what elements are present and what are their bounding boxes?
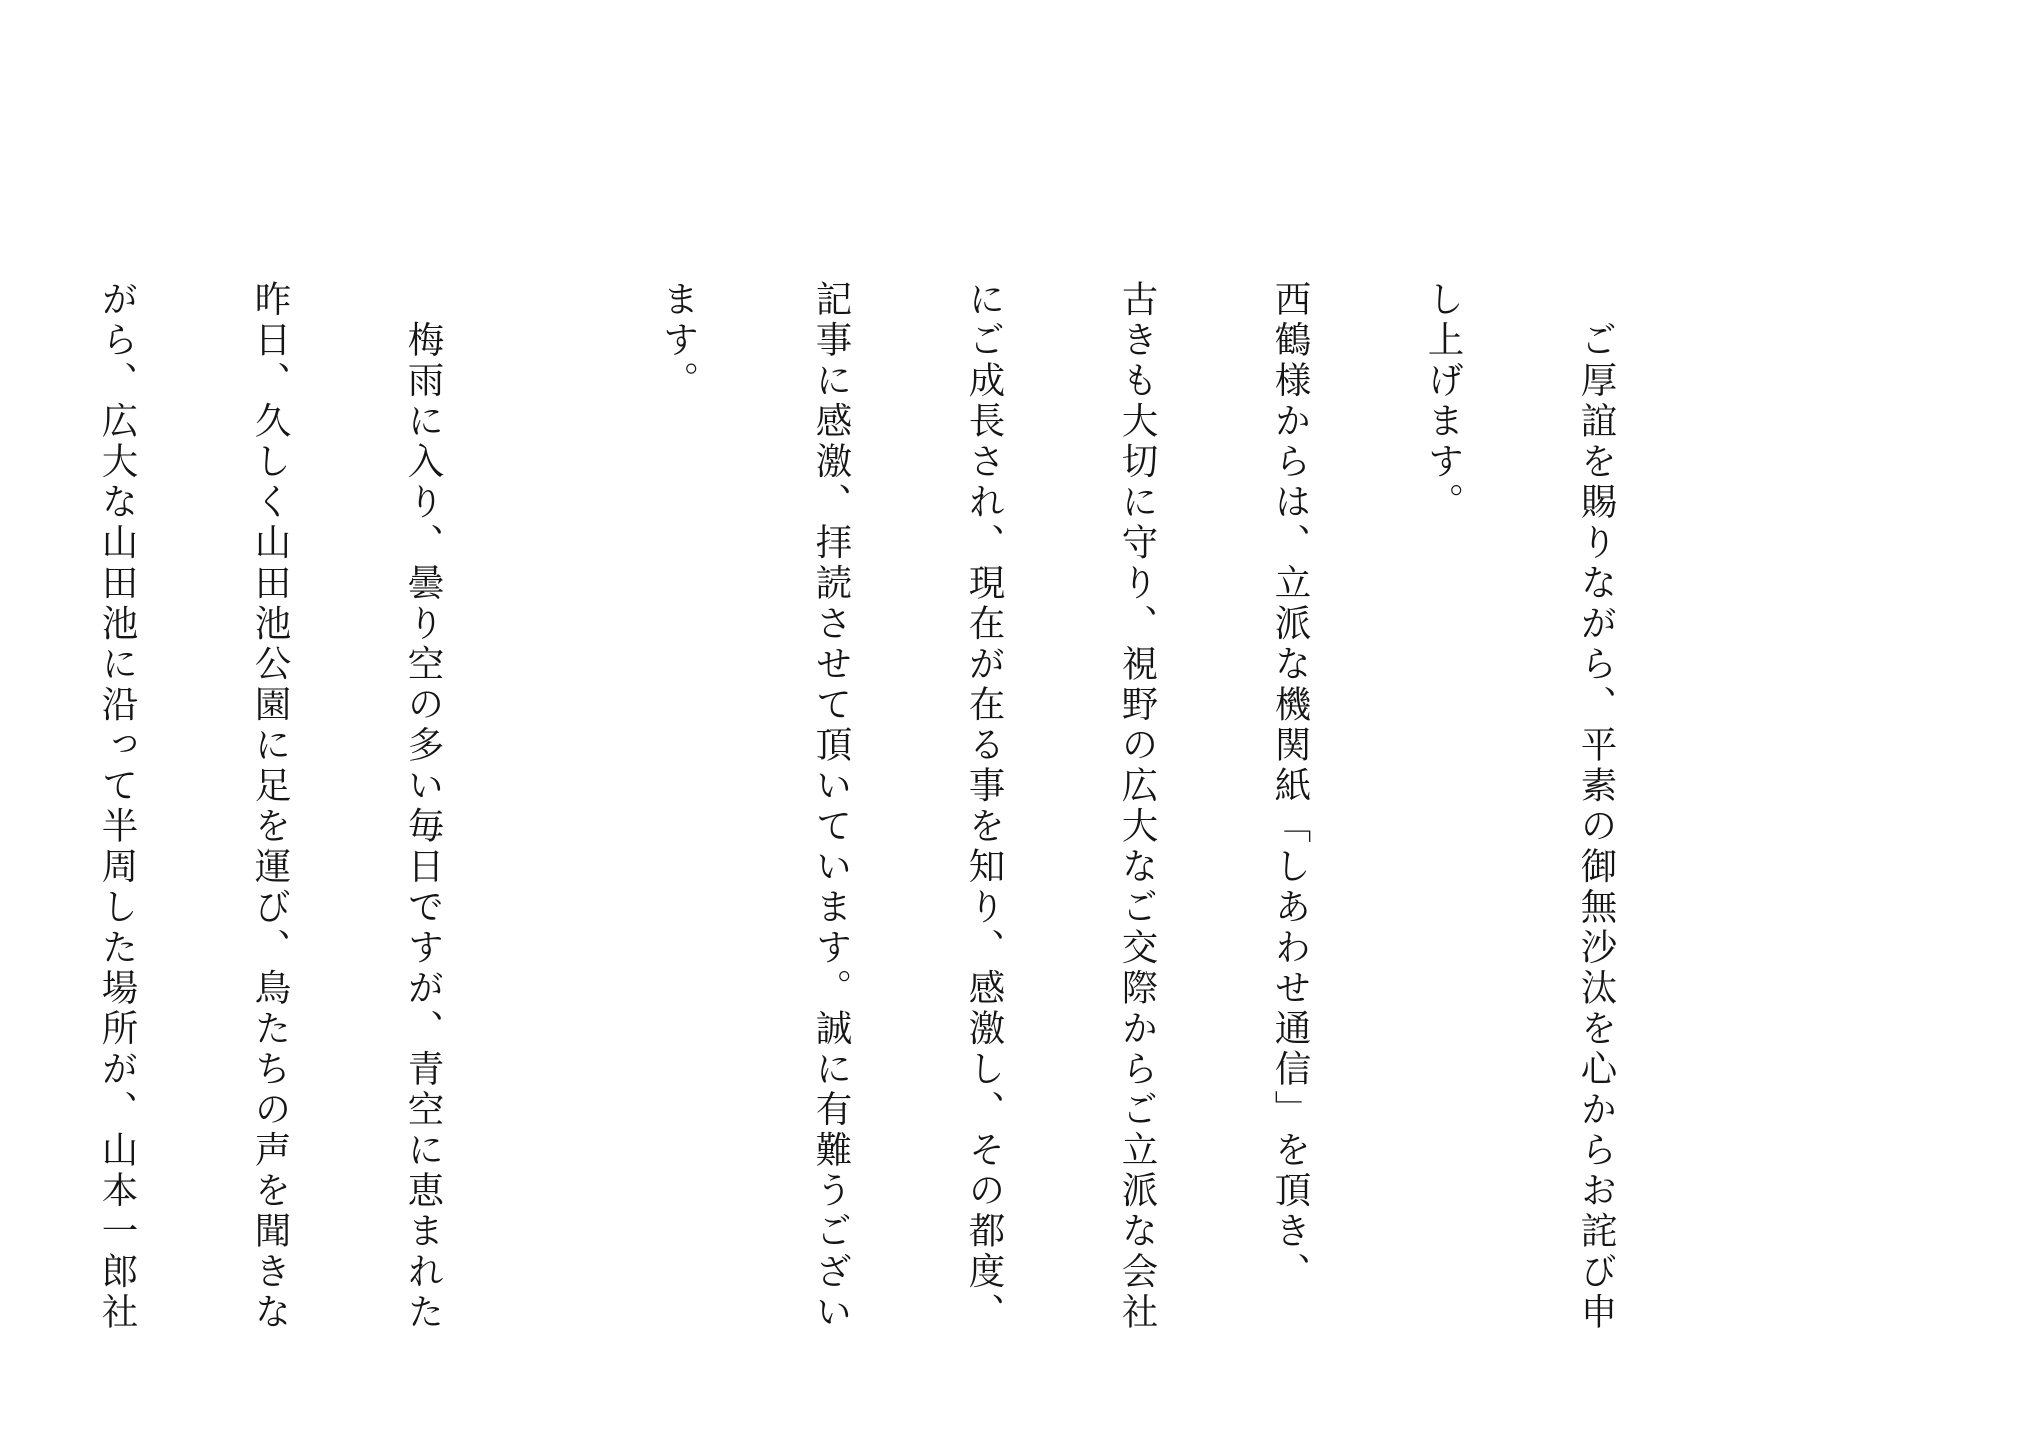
letter-line: 昨日、久しく山田池公園に足を運び、鳥たちの声を聞きな: [249, 280, 292, 1333]
letter-body: [0, 280, 1775, 1333]
letter-line: 記事に感激、拝読させて頂いています。誠に有難うござい: [810, 280, 853, 1333]
letter-line: ます。: [657, 280, 700, 402]
letter-line: にご成長され、現在が在る事を知り、感激し、その都度、: [963, 280, 1006, 1333]
letter-line: ご厚誼を賜りながら、平素の御無沙汰を心からお詫び申: [1575, 320, 1618, 1333]
letter-line: 西鶴様からは、立派な機関紙「しあわせ通信」を頂き、: [1269, 280, 1312, 1293]
letter-line: し上げます。: [1422, 280, 1465, 523]
letter-line: 古きも大切に守り、視野の広大なご交際からご立派な会社: [1116, 280, 1159, 1333]
letter-line: がら、広大な山田池に沿って半周した場所が、山本一郎社: [96, 280, 139, 1333]
letter-line: 梅雨に入り、曇り空の多い毎日ですが、青空に恵まれた: [402, 320, 445, 1333]
